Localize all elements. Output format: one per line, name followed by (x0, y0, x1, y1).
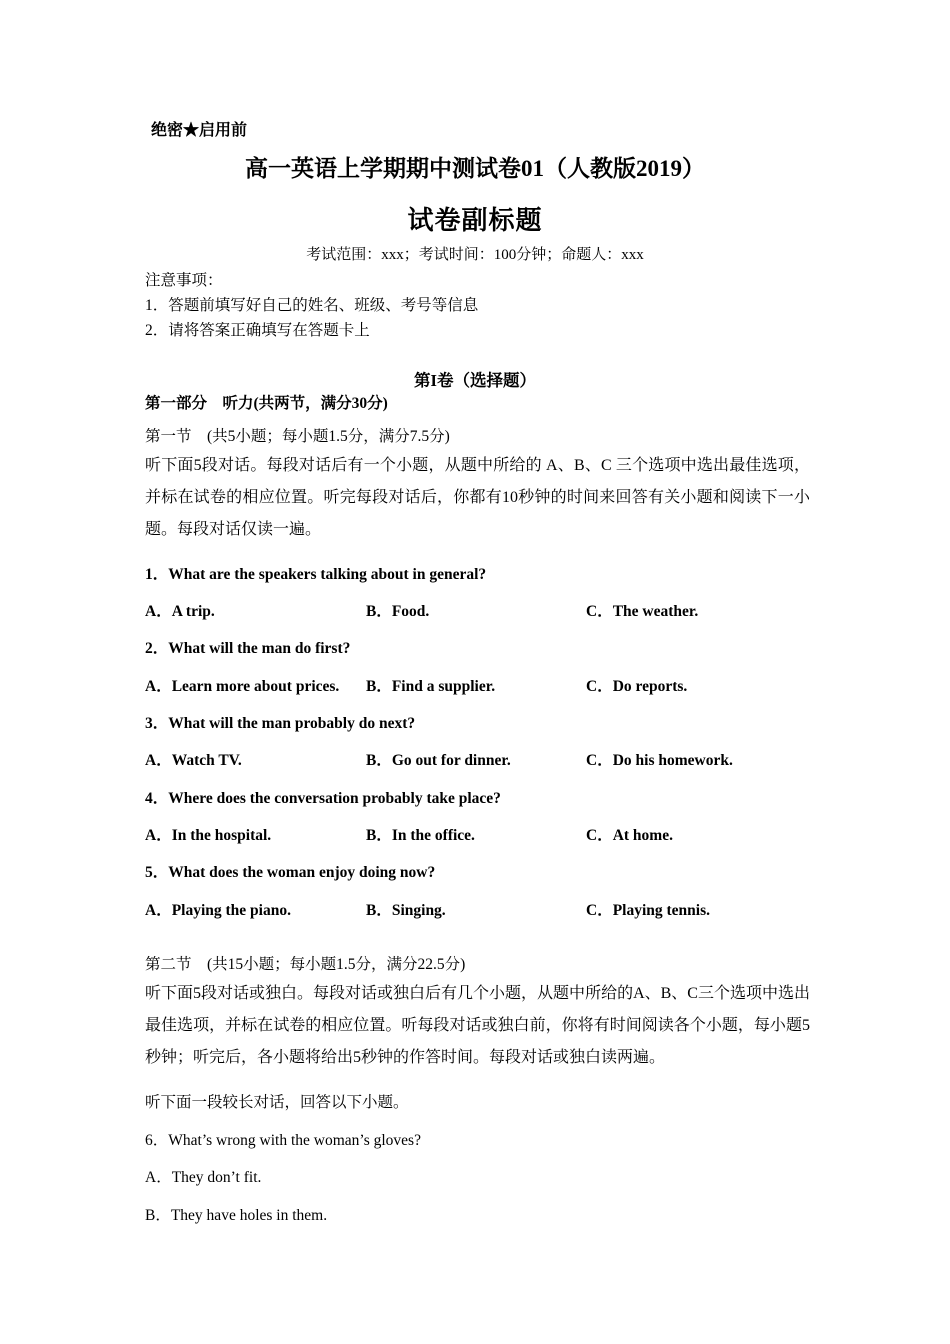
option-a: A．Watch TV. (145, 752, 242, 769)
option-b: B．Go out for dinner. (366, 752, 511, 769)
option-a: A．In the hospital. (145, 827, 272, 844)
option-c: C．At home. (586, 827, 673, 844)
exam-info: 考试范围：xxx；考试时间：100分钟；命题人：xxx (306, 247, 644, 263)
option-c: C．Playing tennis. (586, 902, 711, 919)
question-stem: 4．Where does the conversation probably take place? (145, 790, 501, 807)
option-a: A．Playing the piano. (145, 902, 291, 919)
sub-intro: 听下面一段较长对话，回答以下小题。 (145, 1094, 409, 1111)
option-c: C．Do reports. (586, 678, 688, 695)
option-b: B．Find a supplier. (366, 678, 496, 695)
question-stem: 6．What’s wrong with the woman’s gloves? (145, 1132, 421, 1149)
volume-heading: 第I卷（选择题） (414, 371, 536, 390)
notice-item: 1．答题前填写好自己的姓名、班级、考号等信息 (145, 297, 479, 314)
part1-heading: 第一部分 听力(共两节，满分30分) (145, 395, 388, 412)
option-b: B．Singing. (366, 902, 446, 919)
question-stem: 1．What are the speakers talking about in general? (145, 566, 487, 583)
question-stem: 3．What will the man probably do next? (145, 715, 416, 732)
option-c: C．Do his homework. (586, 752, 733, 769)
option-a: A．Learn more about prices. (145, 678, 340, 695)
option-b: B．Food. (366, 603, 430, 620)
secret-mark: 绝密★启用前 (151, 122, 248, 139)
option-a: A．They don’t fit. (145, 1169, 262, 1186)
notice-heading: 注意事项： (145, 272, 223, 289)
option-c: C．The weather. (586, 603, 699, 620)
question-stem: 5．What does the woman enjoy doing now? (145, 864, 436, 881)
section1-heading: 第一节 (共5小题；每小题1.5分，满分7.5分) (145, 428, 450, 445)
exam-title: 高一英语上学期期中测试卷01（人教版2019） (245, 156, 705, 181)
option-b: B．In the office. (366, 827, 475, 844)
section1-instructions: 听下面5段对话。每段对话后有一个小题，从题中所给的 A、B、C 三个选项中选出最佳选项，并标在试卷的相应位置。听完每段对话后，你都有10秒钟的时间来回答有关小题和阅读下一小题。每段对话仅读一遍。 (145, 457, 810, 538)
notice-item: 2．请将答案正确填写在答题卡上 (145, 322, 370, 339)
option-a: A．A trip. (145, 603, 215, 620)
option-b: B．They have holes in them. (145, 1207, 328, 1224)
exam-subtitle: 试卷副标题 (407, 206, 543, 235)
section2-instructions: 听下面5段对话或独白。每段对话或独白后有几个小题，从题中所给的A、B、C三个选项中选出最佳选项，并标在试卷的相应位置。听每段对话或独白前，你将有时间阅读各个小题，每小题5秒钟；听完后，各小题将给出5秒钟的作答时间。每段对话或独白读两遍。 (145, 985, 810, 1066)
section2-heading: 第二节 (共15小题；每小题1.5分，满分22.5分) (145, 956, 466, 973)
question-stem: 2．What will the man do first? (145, 640, 351, 657)
